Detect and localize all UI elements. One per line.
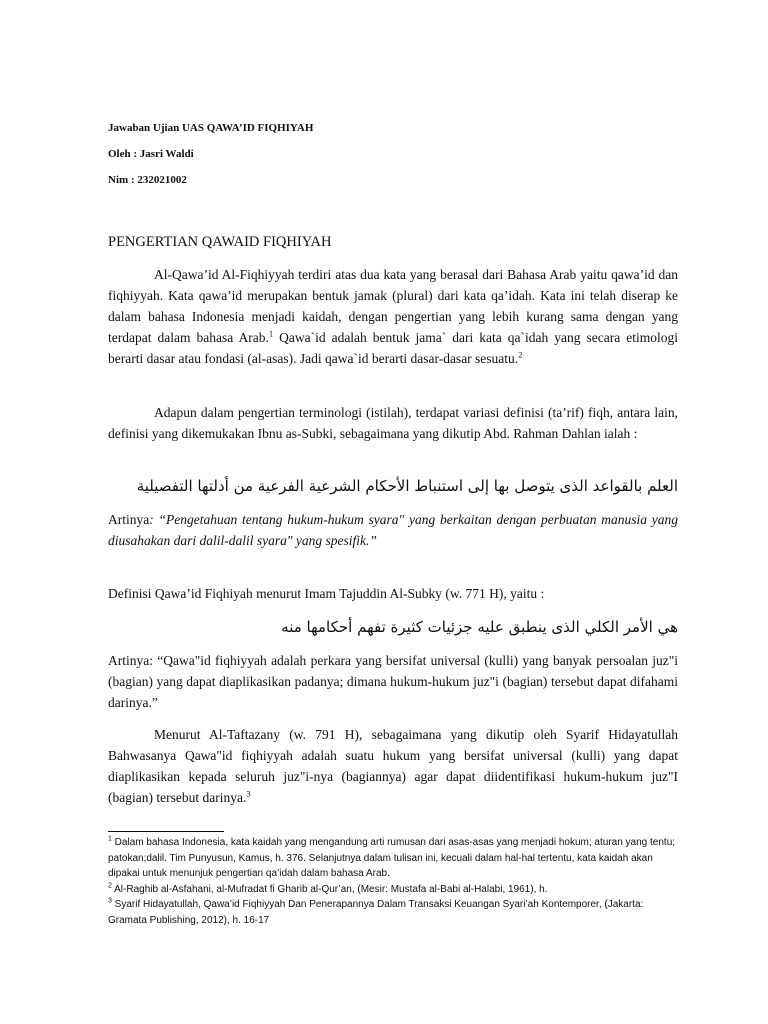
footnote-number: 2 [108, 882, 112, 890]
footnote-number: 1 [108, 835, 112, 843]
paragraph-subky-definition: Definisi Qawa’id Fiqhiyah menurut Imam Tajuddin Al-Subky (w. 771 H), yaitu : [108, 586, 545, 601]
translation-label: Artinya [108, 512, 150, 527]
paragraph-translation-2: Artinya: “Qawa"id fiqhiyyah adalah perkara yang bersifat universal (kulli) yang banyak persoalan juz"i (bagian) yang dapat diaplikasikan padanya; dimana hukum-hukum juz"i (bagian) tersebut dapat difahami darinya.” [108, 653, 678, 710]
paragraph-definition-etymology [108, 264, 678, 369]
footnote-number: 3 [108, 897, 112, 905]
translation-text: : “Pengetahuan tentang hukum-hukum syara" yang berkaitan dengan perbuatan manusia yang diusahakan dari dalil-dalil syara" yang spesifik.” [108, 512, 678, 548]
paragraph-text-continued: Qawa`id adalah bentuk jama` dari kata qa`idah yang secara etimologi berarti dasar atau fondasi (al-asas). Jadi qawa`id berarti dasar-dasar sesuatu. [108, 330, 678, 366]
footnote-ref-3[interactable]: 3 [246, 788, 251, 799]
exam-title: Jawaban Ujian UAS QAWA’ID FIQHIYAH [108, 122, 314, 134]
footnote-text: Al-Raghib al-Asfahani, al-Mufradat fi Gharib al-Qur’an, (Mesir: Mustafa al-Babi al-Halabi, 1961), h. [111, 883, 548, 895]
arabic-quote-2: هي الأمر الكلي الذى ينطبق عليه جزئيات كثيرة تفهم أحكامها منه [281, 618, 678, 636]
paragraph-terminology: Adapun dalam pengertian terminologi (istilah), terdapat variasi definisi (ta’rif) fiqh, antara lain, definisi yang dikemukakan Ibnu as-Subki, sebagaimana yang dikutip Abd. Rahman Dahlan ialah : [108, 405, 678, 441]
footnote-ref-1[interactable]: 1 [268, 328, 274, 339]
footnote-1 [108, 835, 678, 882]
footnote-3 [108, 897, 678, 928]
footnote-separator [108, 831, 224, 832]
paragraph-text: Al-Qawa’id Al-Fiqhiyyah terdiri atas dua kata yang berasal dari Bahasa Arab yaitu qawa’id dan fiqhiyyah. Kata qawa’id merupakan bentuk jamak (plural) dari kata qa’idah. Kata ini telah diserap ke dalam bahasa Indonesia menjadi kaidah, dengan pengertian yang lebih kurang sama dengan yang terdapat dalam bahasa Arab. [108, 267, 678, 345]
nim-line: Nim : 232021002 [108, 174, 187, 186]
author-line: Oleh : Jasri Waldi [108, 148, 194, 160]
footnote-text: Syarif Hidayatullah, Qawa’id Fiqhiyyah Dan Penerapannya Dalam Transaksi Keuangan Syari’ah Kontemporer, (Jakarta: Gramata Publishing, 2012), h. 16-17 [108, 899, 644, 926]
footnote-text: Dalam bahasa Indonesia, kata kaidah yang mengandung arti rumusan dari asas-asas yang menjadi hokum; aturan yang tentu; patokan;dalil. Tim Punyusun, Kamus, h. 376. Selanjutnya dalam tulisan ini, kecuali dalam hal-hal tertentu, kata kaidah akan dipakai untuk menunjuk pengertian qa’idah dalam bahasa Arab. [108, 837, 676, 879]
paragraph-translation-1 [108, 509, 678, 551]
arabic-quote-1: العلم بالقواعد الذى يتوصل بها إلى استنباط الأحكام الشرعية الفرعية من أدلتها التفصيلية [136, 477, 678, 495]
paragraph-taftazany [108, 724, 678, 808]
paragraph-text: Menurut Al-Taftazany (w. 791 H), sebagaimana yang dikutip oleh Syarif Hidayatullah Bahwasanya Qawa"id fiqhiyyah adalah suatu hukum yang bersifat universal (kulli) yang dapat diaplikasikan kepada seluruh juz"i-nya (bagiannya) agar dapat diidentifikasi hukum-hukum juz"I (bagian) tersebut darinya. [108, 727, 678, 805]
footnote-2 [108, 882, 678, 898]
footnotes [108, 835, 678, 928]
footnote-ref-2[interactable]: 2 [518, 349, 523, 360]
section-heading: PENGERTIAN QAWAID FIQHIYAH [108, 234, 332, 250]
